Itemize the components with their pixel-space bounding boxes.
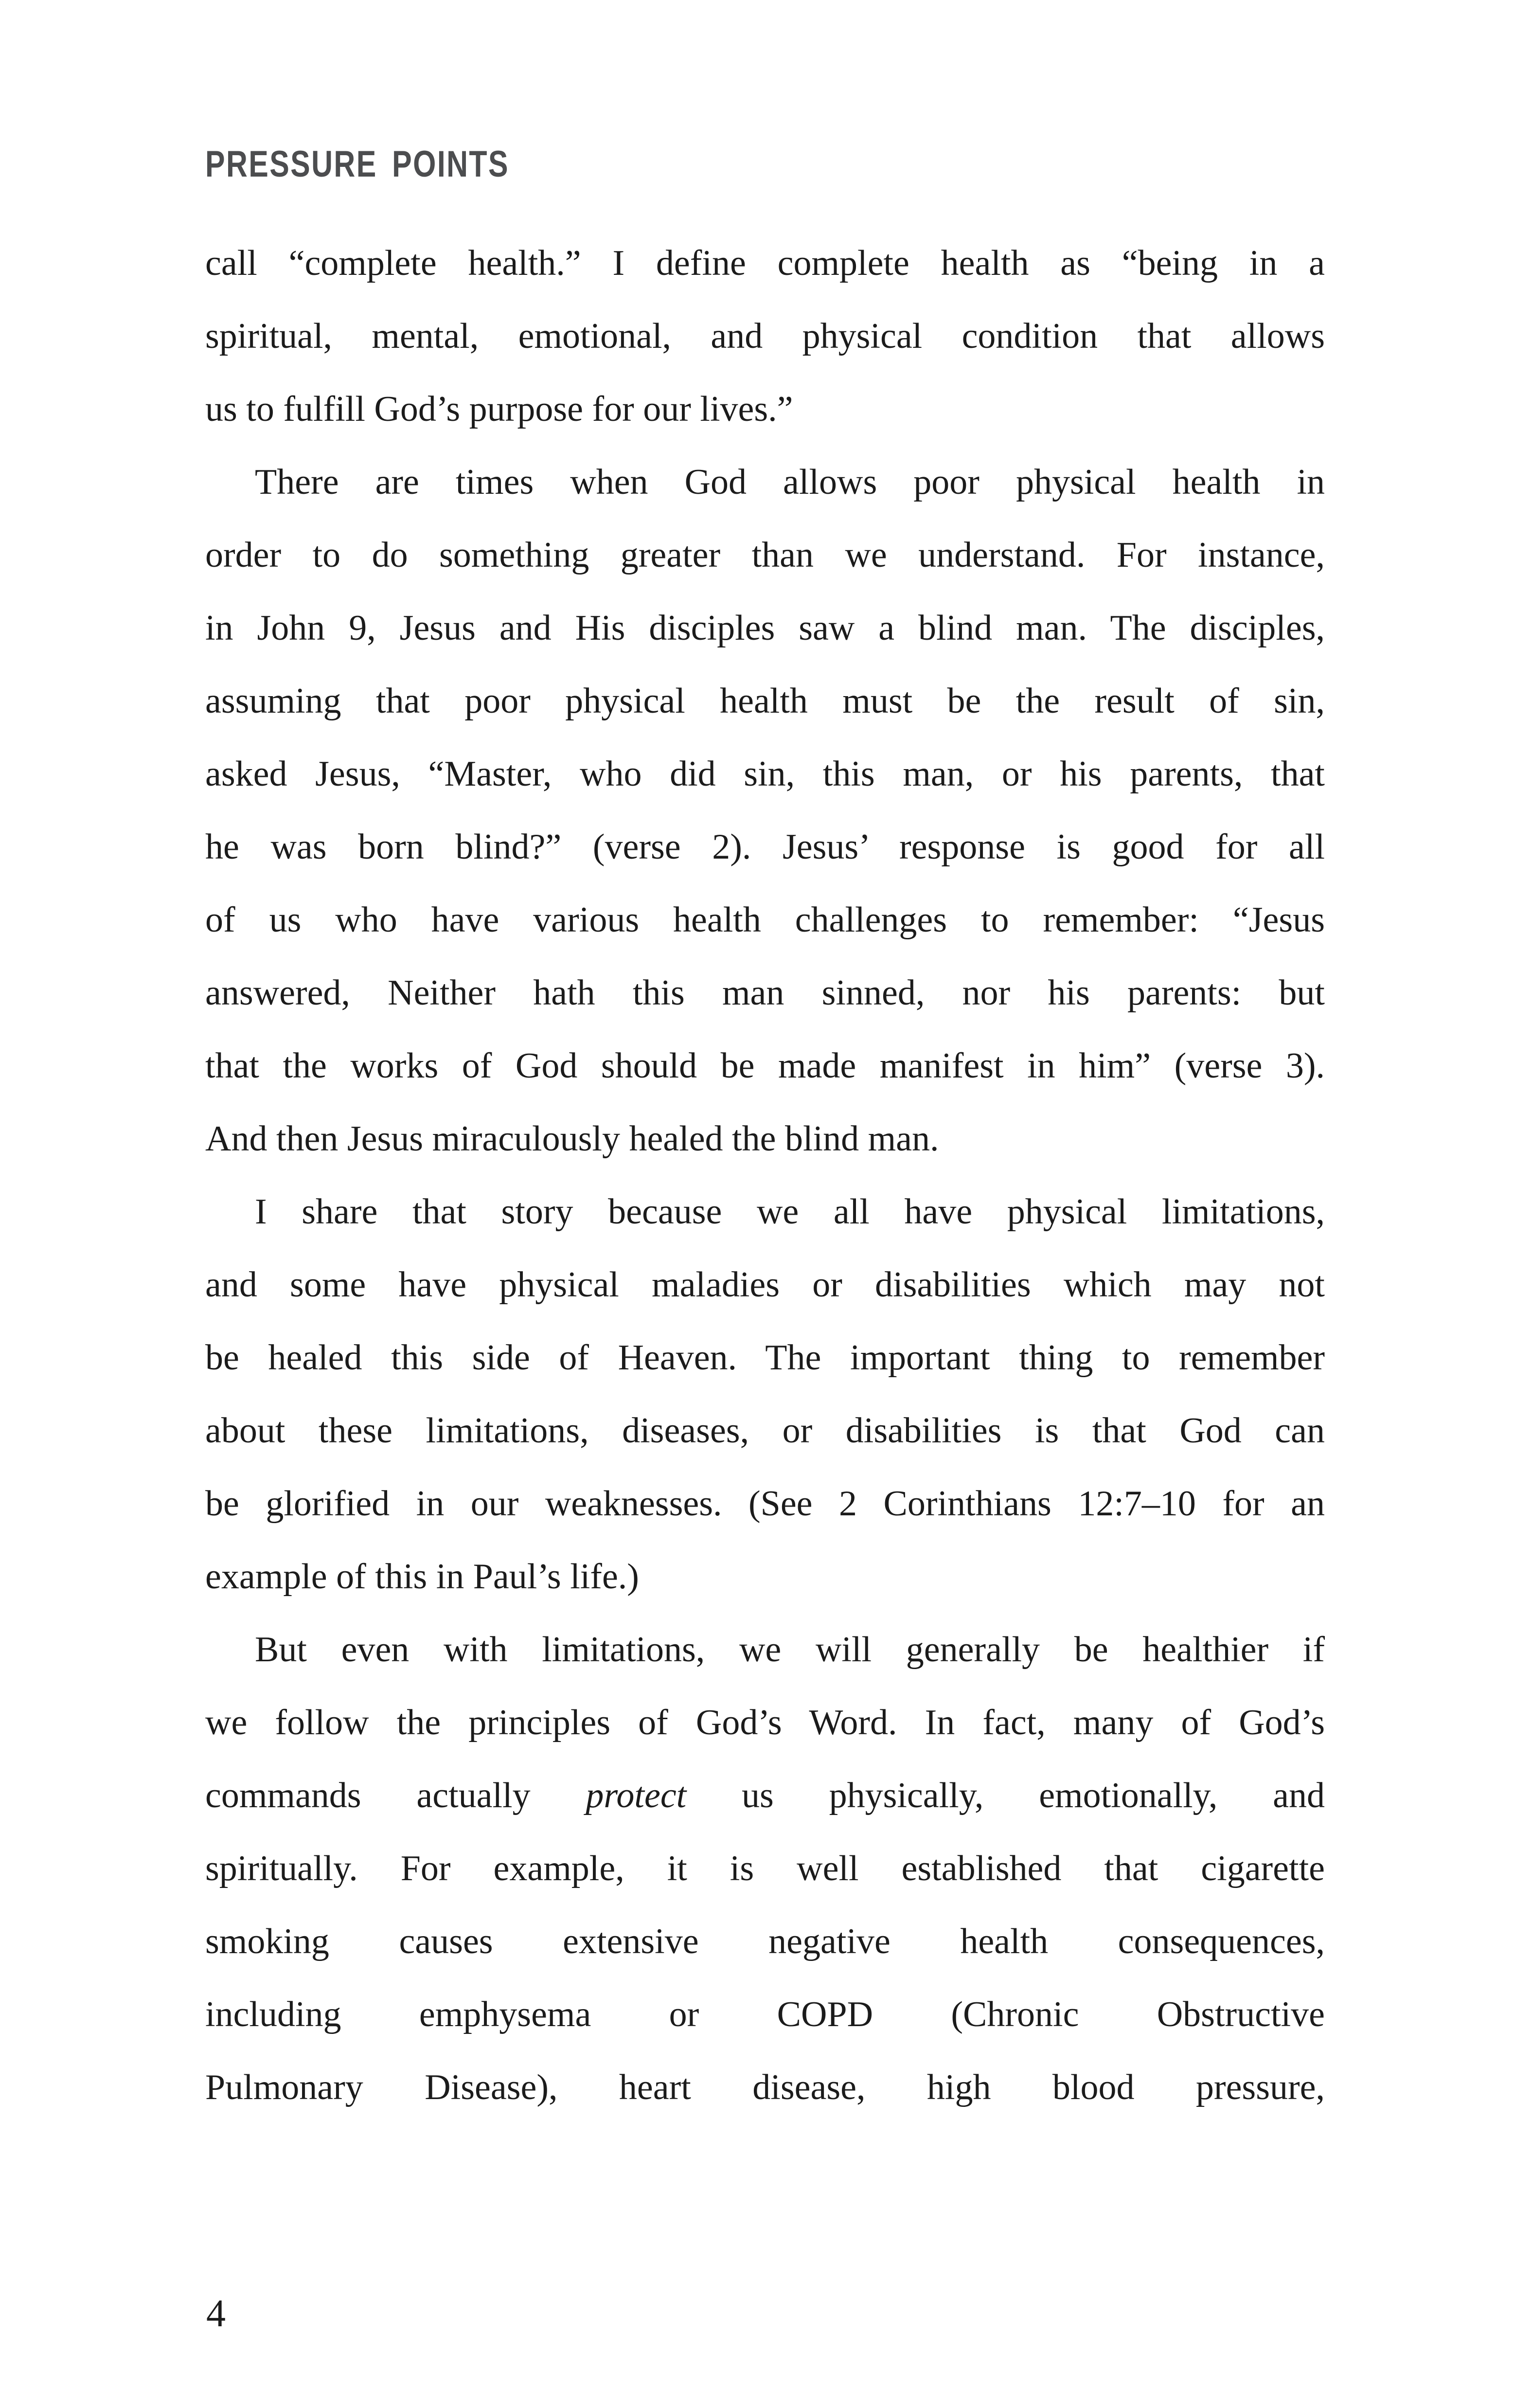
text-line bbox=[205, 737, 1325, 810]
text-segment: I share that story because we all have physical limitations, bbox=[255, 1192, 1325, 1232]
text-segment: that the works of God should be made manifest in him” (verse 3). bbox=[205, 1046, 1325, 1086]
text-line bbox=[205, 2051, 1325, 2124]
text-segment: including emphysema or COPD (Chronic Obstructive bbox=[205, 1995, 1325, 2034]
text-segment: There are times when God allows poor physical health in bbox=[255, 462, 1325, 502]
text-segment: order to do something greater than we understand. For instance, bbox=[205, 535, 1325, 575]
text-segment: us physically, emotionally, and bbox=[686, 1776, 1325, 1815]
text-line bbox=[205, 1540, 1325, 1613]
text-segment: we follow the principles of God’s Word. In fact, many of God’s bbox=[205, 1703, 1325, 1743]
text-segment: us to fulfill God’s purpose for our lives.” bbox=[205, 389, 793, 429]
page-number-area bbox=[206, 2289, 226, 2338]
text-line bbox=[205, 446, 1325, 519]
text-segment: of us who have various health challenges to remember: “Jesus bbox=[205, 900, 1325, 940]
text-line bbox=[205, 810, 1325, 883]
text-segment: But even with limitations, we will generally be healthier if bbox=[255, 1630, 1325, 1670]
text-line bbox=[205, 592, 1325, 665]
text-line bbox=[205, 1759, 1325, 1832]
text-segment: Pulmonary Disease), heart disease, high blood pressure, bbox=[205, 2067, 1325, 2107]
text-segment: he was born blind?” (verse 2). Jesus’ response is good for all bbox=[205, 827, 1325, 867]
text-segment: And then Jesus miraculously healed the blind man. bbox=[205, 1119, 939, 1159]
text-segment: in John 9, Jesus and His disciples saw a blind man. The disciples, bbox=[205, 608, 1325, 648]
text-line bbox=[205, 1248, 1325, 1321]
text-segment: be healed this side of Heaven. The important thing to remember bbox=[205, 1338, 1325, 1378]
text-line bbox=[205, 883, 1325, 956]
text-line bbox=[205, 1175, 1325, 1248]
text-line bbox=[205, 519, 1325, 592]
text-segment: example of this in Paul’s life.) bbox=[205, 1557, 639, 1597]
text-line bbox=[205, 1613, 1325, 1686]
text-segment: about these limitations, diseases, or disabilities is that God can bbox=[205, 1411, 1325, 1451]
text-segment: asked Jesus, “Master, who did sin, this man, or his parents, that bbox=[205, 754, 1325, 794]
text-segment: answered, Neither hath this man sinned, nor his parents: but bbox=[205, 973, 1325, 1013]
text-line bbox=[205, 1978, 1325, 2051]
text-line bbox=[205, 1832, 1325, 1905]
text-segment: call “complete health.” I define complete health as “being in a bbox=[205, 243, 1325, 283]
text-segment: smoking causes extensive negative health consequences, bbox=[205, 1922, 1325, 1961]
text-line bbox=[205, 1686, 1325, 1759]
text-segment: commands actually bbox=[205, 1776, 586, 1815]
text-line bbox=[205, 1905, 1325, 1978]
text-line bbox=[205, 956, 1325, 1029]
text-segment: assuming that poor physical health must be the result of sin, bbox=[205, 681, 1325, 721]
text-segment: spiritual, mental, emotional, and physical condition that allows bbox=[205, 316, 1325, 356]
text-line bbox=[205, 665, 1325, 737]
page-number: 4 bbox=[206, 2292, 226, 2335]
text-line bbox=[205, 1394, 1325, 1467]
text-line bbox=[205, 373, 1325, 446]
italic-text: protect bbox=[586, 1776, 687, 1815]
body-text bbox=[205, 227, 1325, 2124]
text-segment: and some have physical maladies or disabilities which may not bbox=[205, 1265, 1325, 1305]
text-segment: be glorified in our weaknesses. (See 2 Corinthians 12:7–10 for an bbox=[205, 1484, 1325, 1524]
running-header-title: PRESSURE POINTS bbox=[205, 144, 509, 185]
running-header bbox=[205, 143, 585, 185]
text-segment: spiritually. For example, it is well established that cigarette bbox=[205, 1849, 1325, 1888]
text-line bbox=[205, 1102, 1325, 1175]
text-line bbox=[205, 1467, 1325, 1540]
text-line bbox=[205, 1321, 1325, 1394]
text-line bbox=[205, 300, 1325, 373]
text-line bbox=[205, 227, 1325, 300]
text-line bbox=[205, 1029, 1325, 1102]
